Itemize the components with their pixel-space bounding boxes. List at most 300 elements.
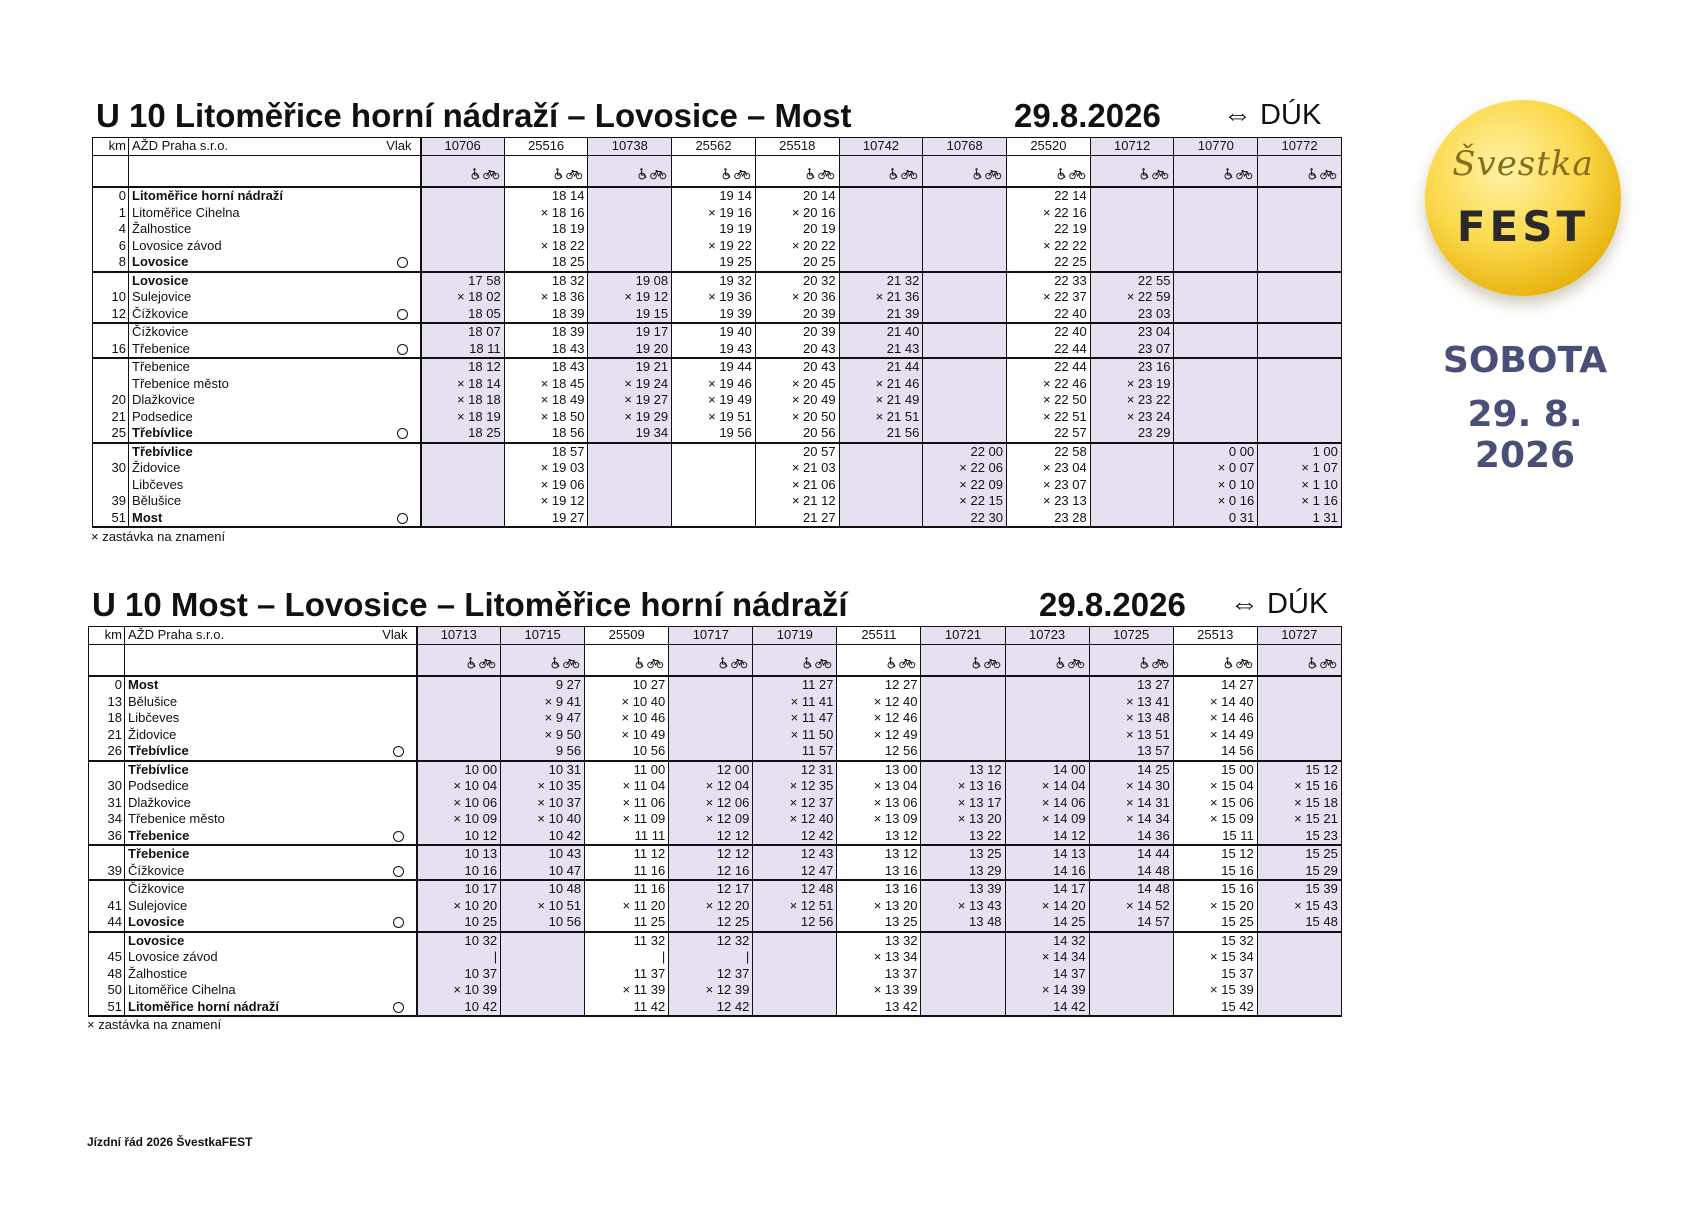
departure-time: 22 14 [1007,187,1091,205]
departure-time: × 23 07 [1007,477,1091,494]
departure-time: 12 42 [753,828,837,846]
departure-time: 11 12 [585,845,669,863]
timetable-2-date: 29.8.2026 [1039,586,1186,623]
departure-time: × 18 45 [504,376,588,393]
departure-time: 11 11 [585,828,669,846]
departure-time: × 20 22 [755,238,839,255]
train-amenities [672,156,756,188]
wheelchair-bicycle-icon [972,657,1002,669]
timetable-row [89,932,1342,950]
departure-time [1174,323,1258,341]
departure-time: × 0 07 [1174,460,1258,477]
departure-time [501,932,585,950]
timetable-row [93,306,1342,324]
departure-time [421,254,505,272]
km-value [89,761,125,779]
departure-time [421,460,505,477]
station-label: Litoměřice Cihelna [132,204,240,220]
timetable-2-dir: ⇔ DÚK [1230,588,1329,620]
departure-time: 10 32 [417,932,501,950]
departure-time [923,306,1007,324]
departure-time [588,254,672,272]
departure-time: 12 47 [753,863,837,881]
wheelchair-bicycle-icon [806,168,836,180]
departure-time: 18 57 [504,443,588,461]
departure-time [669,743,753,761]
timetable-row [93,205,1342,222]
departure-time: × 13 51 [1089,727,1173,744]
station-name [129,510,421,528]
train-number: 10706 [421,138,505,156]
departure-time [753,932,837,950]
logo-script-text: Švestka [1452,144,1594,184]
train-amenities [504,156,588,188]
km-value: 51 [93,510,129,528]
departure-time: 12 48 [753,880,837,898]
departure-time [923,238,1007,255]
train-amenities [755,156,839,188]
station-name [129,221,421,238]
km-value: 0 [89,676,125,694]
departure-time: × 19 06 [504,477,588,494]
departure-time: 19 14 [672,187,756,205]
wheelchair-bicycle-icon [1057,168,1087,180]
station-label: Most [128,677,159,692]
wheelchair-bicycle-icon [973,168,1003,180]
departure-time: 12 25 [669,914,753,932]
departure-time: × 14 30 [1089,778,1173,795]
vlak-label: Vlak [382,627,408,642]
departure-time: 15 12 [1257,761,1341,779]
station-label: Bělušice [128,693,178,709]
departure-time: 14 17 [1005,880,1089,898]
departure-time [1090,493,1174,510]
km-value [93,358,129,376]
departure-time: 18 05 [421,306,505,324]
km-value: 10 [93,289,129,306]
vlak-label: Vlak [386,138,412,153]
departure-time: 14 48 [1089,880,1173,898]
train-number: 25518 [755,138,839,156]
station-label: Podsedice [132,408,193,424]
departure-time: 14 13 [1005,845,1089,863]
departure-time: 10 17 [417,880,501,898]
departure-time: × 12 49 [837,727,921,744]
departure-time: 22 40 [1007,323,1091,341]
departure-time: 10 27 [585,676,669,694]
station-name [129,238,421,255]
timetable-row [93,493,1342,510]
departure-time: 21 44 [839,358,923,376]
train-number: 25511 [837,627,921,645]
timetable-2-route: U 10 Most – Lovosice – Litoměřice horní nádraží [92,586,848,623]
departure-time: 21 27 [755,510,839,528]
wheelchair-bicycle-icon [722,168,752,180]
departure-time: 19 56 [672,425,756,443]
departure-time: 19 19 [672,221,756,238]
departure-time: 21 32 [839,272,923,290]
departure-time [923,425,1007,443]
timetable-row [93,323,1342,341]
train-number: 10717 [669,627,753,645]
departure-time: 22 57 [1007,425,1091,443]
departure-time: 19 15 [588,306,672,324]
departure-time: × 20 36 [755,289,839,306]
departure-time: 14 42 [1005,999,1089,1017]
timetable-row [89,778,1342,795]
departure-time [921,949,1005,966]
km-value: 21 [93,409,129,426]
departure-time: × 15 43 [1257,898,1341,915]
station-name [129,205,421,222]
departure-time [921,982,1005,999]
departure-time: 11 37 [585,966,669,983]
station-label: Podsedice [128,778,189,793]
operator-name: AŽD Praha s.r.o. [132,138,229,154]
station-name [125,914,417,932]
departure-time [1089,949,1173,966]
departure-time [839,205,923,222]
km-value: 44 [89,914,125,932]
departure-time: 23 07 [1090,341,1174,359]
departure-time: × 11 09 [585,811,669,828]
departure-time: 0 31 [1174,510,1258,528]
departure-time: × 12 39 [669,982,753,999]
departure-time: 13 12 [837,828,921,846]
station-label: Dlažkovice [132,392,195,407]
departure-time: 22 44 [1007,358,1091,376]
departure-time: 10 16 [417,863,501,881]
departure-time: × 13 16 [921,778,1005,795]
departure-time: × 14 34 [1089,811,1173,828]
wheelchair-bicycle-icon [1224,657,1254,669]
departure-time [501,982,585,999]
km-value: 12 [93,306,129,324]
departure-time [1090,477,1174,494]
timetable-row [93,409,1342,426]
train-amenities [1090,156,1174,188]
timetable-1-note: × zastávka na znamení [91,529,226,544]
departure-time [1090,443,1174,461]
departure-time: 20 56 [755,425,839,443]
departure-time: × 21 03 [755,460,839,477]
km-value: 48 [89,966,125,983]
wheelchair-bicycle-icon [554,168,584,180]
departure-time: 13 32 [837,932,921,950]
departure-time: 20 39 [755,306,839,324]
timetable-row [89,811,1342,828]
train-amenities [753,645,837,677]
departure-time: 12 31 [753,761,837,779]
station-name [129,392,421,409]
departure-time [1258,323,1342,341]
departure-time [1258,289,1342,306]
departure-time: × 14 40 [1173,694,1257,711]
departure-time [921,694,1005,711]
departure-time [1257,932,1341,950]
departure-time: × 22 06 [923,460,1007,477]
departure-time: 18 12 [421,358,505,376]
departure-time: × 15 04 [1173,778,1257,795]
train-number: 10770 [1174,138,1258,156]
departure-time: × 10 06 [417,795,501,812]
departure-time: × 19 29 [588,409,672,426]
departure-time [1174,205,1258,222]
departure-time: × 21 46 [839,376,923,393]
train-number: 10712 [1090,138,1174,156]
train-number: 10719 [753,627,837,645]
departure-time [1090,254,1174,272]
departure-time: × 20 45 [755,376,839,393]
station-label: Lovosice [128,932,185,948]
departure-time [921,743,1005,761]
departure-time [672,443,756,461]
timetable-row [89,898,1342,915]
station-name [129,272,421,290]
departure-time: × 23 22 [1090,392,1174,409]
timetable-row [89,828,1342,846]
departure-time [421,221,505,238]
departure-time [1257,999,1341,1017]
operator-header [129,138,421,156]
departure-time: 22 30 [923,510,1007,528]
departure-time: 19 39 [672,306,756,324]
timetable-row [89,727,1342,744]
timetable-row [93,477,1342,494]
departure-time: 13 12 [837,845,921,863]
timetable-row [93,510,1342,528]
departure-time: × 22 37 [1007,289,1091,306]
departure-time: 13 25 [921,845,1005,863]
station-label: Most [132,509,163,525]
transfer-circle-icon [393,831,404,842]
station-name [125,694,417,711]
station-name [125,778,417,795]
station-label: Třebenice [132,359,190,374]
departure-time [417,710,501,727]
km-value: 45 [89,949,125,966]
departure-time [839,187,923,205]
departure-time: 19 27 [504,510,588,528]
departure-time [1258,238,1342,255]
departure-time: 12 12 [669,828,753,846]
departure-time: 19 08 [588,272,672,290]
departure-time [588,493,672,510]
departure-time [923,392,1007,409]
departure-time: × 13 41 [1089,694,1173,711]
departure-time: 10 56 [585,743,669,761]
departure-time: × 22 09 [923,477,1007,494]
train-number: 25513 [1173,627,1257,645]
timetable-row [89,999,1342,1017]
station-name [125,710,417,727]
departure-time: × 13 17 [921,795,1005,812]
station-label: Třebenice [128,846,190,861]
station-label: Třebívlice [132,425,193,440]
transfer-circle-icon [397,257,408,268]
departure-time: × 15 21 [1257,811,1341,828]
departure-time: 22 58 [1007,443,1091,461]
station-label: Třebívlice [132,443,193,459]
station-label: Čížkovice [132,324,189,339]
departure-time [1174,425,1258,443]
wheelchair-bicycle-icon [1140,168,1170,180]
departure-time: 14 16 [1005,863,1089,881]
station-label: Lovosice závod [132,237,222,253]
timetable-row [89,880,1342,898]
departure-time: × 10 39 [417,982,501,999]
departure-time: 10 47 [501,863,585,881]
train-number: 25509 [585,627,669,645]
station-label: Žalhostice [132,221,192,236]
departure-time: 21 43 [839,341,923,359]
departure-time: × 12 06 [669,795,753,812]
station-name [129,341,421,359]
station-label: Bělušice [132,493,182,508]
departure-time [1174,238,1258,255]
departure-time: 19 32 [672,272,756,290]
departure-time [923,272,1007,290]
departure-time [921,966,1005,983]
departure-time: 21 40 [839,323,923,341]
departure-time: × 19 36 [672,289,756,306]
station-label: Litoměřice horní nádraží [128,998,279,1014]
departure-time: × 19 16 [672,205,756,222]
departure-time [923,221,1007,238]
departure-time [921,932,1005,950]
departure-time [1089,966,1173,983]
km-value: 4 [93,221,129,238]
departure-time: 15 11 [1173,828,1257,846]
departure-time: 12 43 [753,845,837,863]
departure-time [1174,272,1258,290]
timetable-1-title [96,97,1326,135]
station-name [129,306,421,324]
departure-time: × 12 40 [753,811,837,828]
timetable-1-dir: ⇔ DÚK [1223,99,1322,131]
departure-time: 13 57 [1089,743,1173,761]
km-value: 39 [93,493,129,510]
station-name [125,845,417,863]
departure-time: × 20 16 [755,205,839,222]
train-amenities [1007,156,1091,188]
departure-time [839,460,923,477]
timetable-row [93,221,1342,238]
departure-time: 10 42 [417,999,501,1017]
departure-time: × 9 47 [501,710,585,727]
departure-time: × 13 34 [837,949,921,966]
departure-time: 18 07 [421,323,505,341]
station-label: Třebenice [128,827,190,843]
train-amenities [669,645,753,677]
departure-time [417,694,501,711]
departure-time [1174,358,1258,376]
departure-time [501,999,585,1017]
km-value: 34 [89,811,125,828]
departure-time: × 11 47 [753,710,837,727]
timetable-row [93,254,1342,272]
departure-time: 11 32 [585,932,669,950]
departure-time [1257,949,1341,966]
departure-time: × 19 22 [672,238,756,255]
departure-time: | [417,949,501,966]
station-name [125,761,417,779]
departure-time: × 12 40 [837,694,921,711]
departure-time [1258,358,1342,376]
departure-time [1258,187,1342,205]
transfer-circle-icon [393,866,404,877]
departure-time: 13 25 [837,914,921,932]
departure-time: 22 55 [1090,272,1174,290]
departure-time: × 15 09 [1173,811,1257,828]
departure-time: × 0 10 [1174,477,1258,494]
departure-time: 19 34 [588,425,672,443]
departure-time [421,477,505,494]
km-value [93,376,129,393]
departure-time [421,493,505,510]
departure-time [1174,254,1258,272]
transfer-circle-icon [393,917,404,928]
departure-time: × 12 51 [753,898,837,915]
departure-time: 18 43 [504,341,588,359]
train-number: 10721 [921,627,1005,645]
departure-time: 15 42 [1173,999,1257,1017]
station-name [125,966,417,983]
train-amenities [501,645,585,677]
station-label: Třebívlice [128,761,189,777]
timetable-row [93,289,1342,306]
departure-time: 13 27 [1089,676,1173,694]
station-name [125,999,417,1017]
station-name [125,932,417,950]
train-amenities [421,156,505,188]
departure-time: 19 20 [588,341,672,359]
departure-time: × 10 46 [585,710,669,727]
departure-time: 1 00 [1258,443,1342,461]
wheelchair-bicycle-icon [635,657,665,669]
departure-time: × 23 13 [1007,493,1091,510]
departure-time: 17 58 [421,272,505,290]
km-value: 36 [89,828,125,846]
departure-time: × 13 09 [837,811,921,828]
departure-time [588,443,672,461]
departure-time [753,999,837,1017]
departure-time: × 15 18 [1257,795,1341,812]
station-name [129,460,421,477]
departure-time: × 14 04 [1005,778,1089,795]
departure-time [923,289,1007,306]
departure-time: 10 48 [501,880,585,898]
departure-time [588,460,672,477]
departure-time: 20 32 [755,272,839,290]
km-value: 6 [93,238,129,255]
departure-time: 10 12 [417,828,501,846]
wheelchair-bicycle-icon [467,657,497,669]
departure-time: 11 42 [585,999,669,1017]
departure-time: × 22 59 [1090,289,1174,306]
departure-time: 13 16 [837,863,921,881]
departure-time [1258,376,1342,393]
train-amenities [417,645,501,677]
departure-time: 13 29 [921,863,1005,881]
departure-time [1258,272,1342,290]
departure-time: 14 00 [1005,761,1089,779]
departure-time: 18 56 [504,425,588,443]
departure-time: × 15 34 [1173,949,1257,966]
departure-time: 10 00 [417,761,501,779]
departure-time: 20 57 [755,443,839,461]
departure-time: × 12 09 [669,811,753,828]
